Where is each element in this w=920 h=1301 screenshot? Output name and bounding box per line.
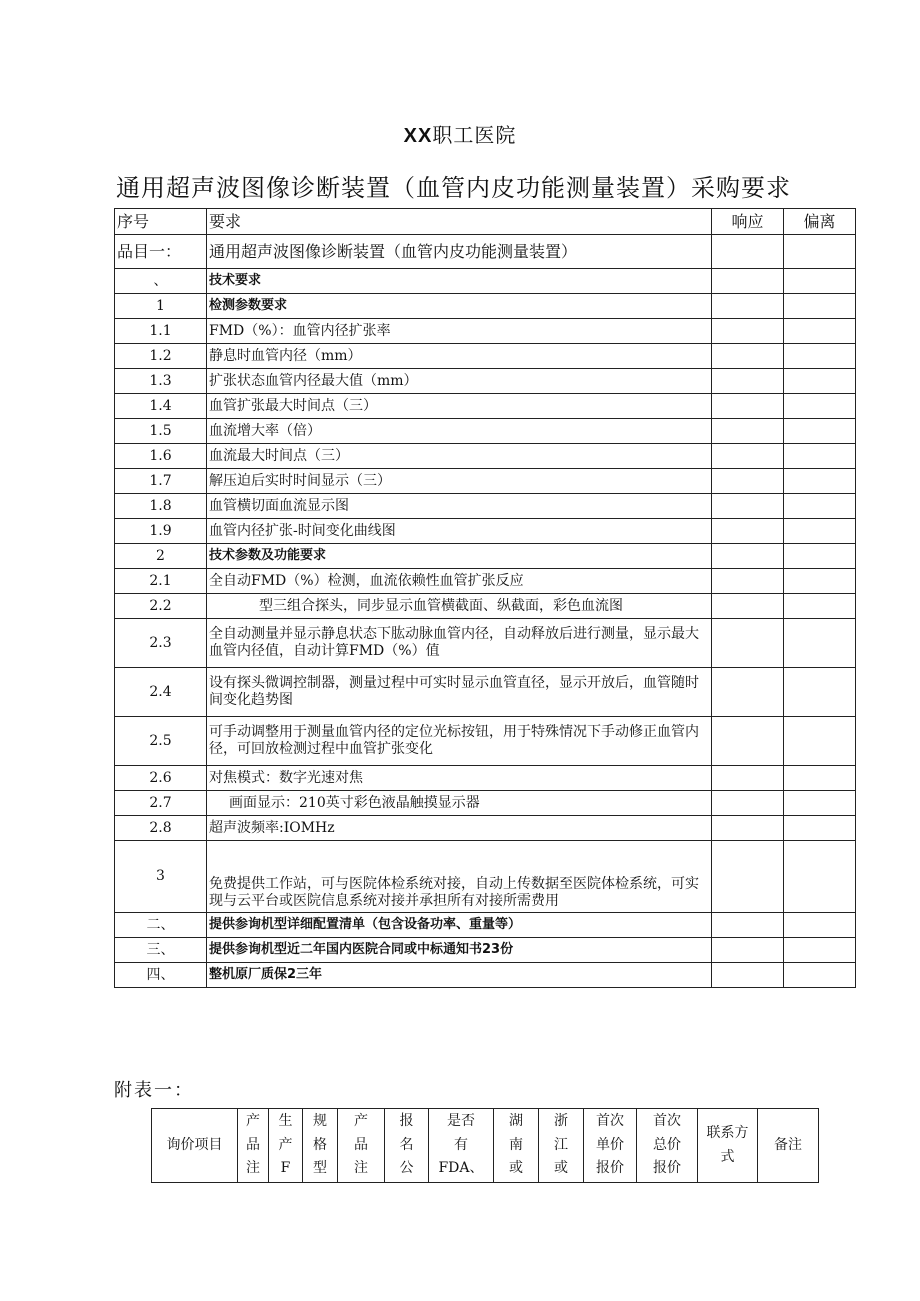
response-cell (712, 594, 784, 619)
row-number: 1.8 (115, 494, 207, 519)
row-number: 2.8 (115, 816, 207, 841)
inquiry-header-line: 品 (246, 1136, 260, 1153)
row-requirement: 血流增大率（倍） (207, 419, 712, 444)
response-cell (712, 816, 784, 841)
table-row (115, 419, 856, 444)
table-row (115, 841, 856, 913)
table-row (115, 569, 856, 594)
deviation-cell (784, 294, 856, 319)
row-number: 2.1 (115, 569, 207, 594)
table-row (115, 544, 856, 569)
response-cell (712, 963, 784, 988)
row-requirement: 全自动测量并显示静息状态下肱动脉血管内径，自动释放后进行测量，显示最大血管内径值，自动计算FMD（%）值 (207, 619, 712, 668)
response-cell (712, 294, 784, 319)
inquiry-column-header (637, 1109, 698, 1183)
inquiry-column-header (698, 1109, 758, 1183)
row-number: 1.3 (115, 369, 207, 394)
inquiry-header-line: 品 (354, 1136, 368, 1153)
row-requirement: 解压迫后实时时间显示（三） (207, 469, 712, 494)
row-requirement: 血管横切面血流显示图 (207, 494, 712, 519)
table-row (115, 791, 856, 816)
deviation-cell (784, 766, 856, 791)
row-number: 三、 (115, 938, 207, 963)
response-cell (712, 469, 784, 494)
inquiry-column-header (338, 1109, 385, 1183)
inquiry-column-header (494, 1109, 539, 1183)
table-row (115, 319, 856, 344)
inquiry-column-header (269, 1109, 303, 1183)
inquiry-header-line: 名 (399, 1136, 414, 1153)
row-requirement: FMD（%）：血管内径扩张率 (207, 319, 712, 344)
row-requirement: 全自动FMD（%）检测，血流依赖性血管扩张反应 (207, 569, 712, 594)
deviation-cell (784, 668, 856, 717)
deviation-cell (784, 519, 856, 544)
row-requirement: 静息时血管内径（mm） (207, 344, 712, 369)
inquiry-header-line: 型 (313, 1160, 327, 1177)
response-cell (712, 394, 784, 419)
hospital-title (0, 119, 920, 148)
deviation-cell (784, 494, 856, 519)
row-requirement: 对焦模式：数字光速对焦 (207, 766, 712, 791)
inquiry-header-line: 注 (354, 1160, 368, 1177)
response-cell (712, 344, 784, 369)
inquiry-header-row (152, 1109, 819, 1183)
inquiry-header-line: 报价 (653, 1160, 681, 1177)
row-number: 1.2 (115, 344, 207, 369)
document-title: 通用超声波图像诊断装置（血管内皮功能测量装置）采购要求 (116, 174, 791, 202)
table-row (115, 494, 856, 519)
deviation-cell (784, 235, 856, 269)
inquiry-header-line: 是否 (447, 1112, 475, 1129)
row-number: 3 (115, 841, 207, 913)
row-requirement: 检测参数要求 (207, 294, 712, 319)
row-number: 1.7 (115, 469, 207, 494)
header-response: 响应 (712, 209, 784, 235)
inquiry-column-header (539, 1109, 584, 1183)
response-cell (712, 444, 784, 469)
row-number: 1.9 (115, 519, 207, 544)
response-cell (712, 519, 784, 544)
row-number: 1.5 (115, 419, 207, 444)
item-label: 品目一： (115, 235, 207, 269)
row-requirement: 提供参询机型详细配置清单（包含设备功率、重量等） (207, 913, 712, 938)
inquiry-header-line: 式 (720, 1148, 735, 1165)
table-row (115, 963, 856, 988)
deviation-cell (784, 569, 856, 594)
table-row (115, 717, 856, 766)
table-row (115, 519, 856, 544)
inquiry-header-line: 备注 (774, 1136, 802, 1153)
row-requirement: 血管内径扩张-时间变化曲线图 (207, 519, 712, 544)
item-row (115, 235, 856, 269)
item-name: 通用超声波图像诊断装置（血管内皮功能测量装置） (207, 235, 712, 269)
inquiry-header-line: 生 (278, 1112, 293, 1129)
response-cell (712, 913, 784, 938)
table-row (115, 816, 856, 841)
inquiry-header-line: 首次 (596, 1112, 624, 1129)
inquiry-header-line: 规 (313, 1112, 327, 1129)
response-cell (712, 717, 784, 766)
inquiry-header-line: 总价 (653, 1136, 681, 1153)
response-cell (712, 668, 784, 717)
row-requirement: 技术要求 (207, 269, 712, 294)
inquiry-header-line: 公 (399, 1160, 414, 1177)
deviation-cell (784, 369, 856, 394)
row-requirement: 超声波频率:IOMHz (207, 816, 712, 841)
response-cell (712, 544, 784, 569)
inquiry-header-line: 注 (246, 1160, 260, 1177)
row-number: 四、 (115, 963, 207, 988)
inquiry-table (151, 1108, 819, 1183)
inquiry-header-line: 或 (509, 1160, 523, 1177)
row-number: 、 (115, 269, 207, 294)
response-cell (712, 235, 784, 269)
table-row (115, 913, 856, 938)
inquiry-column-header (429, 1109, 494, 1183)
table-header-row (115, 209, 856, 235)
response-cell (712, 619, 784, 668)
inquiry-header-line: 江 (554, 1136, 568, 1153)
inquiry-column-header (152, 1109, 238, 1183)
inquiry-header-line: FDA、 (438, 1160, 484, 1177)
row-requirement: 血管扩张最大时间点（三） (207, 394, 712, 419)
table-row (115, 444, 856, 469)
row-number: 二、 (115, 913, 207, 938)
table-row (115, 344, 856, 369)
row-number: 1 (115, 294, 207, 319)
row-number: 2.3 (115, 619, 207, 668)
hospital-prefix: XX (403, 125, 433, 147)
row-number: 2 (115, 544, 207, 569)
inquiry-header-line: 首次 (653, 1112, 681, 1129)
inquiry-header-line: 有 (454, 1136, 468, 1153)
row-number: 2.4 (115, 668, 207, 717)
inquiry-header-line: 或 (554, 1160, 568, 1177)
row-number: 1.1 (115, 319, 207, 344)
deviation-cell (784, 394, 856, 419)
appendix-label: 附表一： (114, 1080, 194, 1101)
requirements-table (114, 208, 856, 988)
hospital-name: 职工医院 (432, 123, 517, 147)
table-row (115, 668, 856, 717)
deviation-cell (784, 841, 856, 913)
response-cell (712, 841, 784, 913)
inquiry-column-header (758, 1109, 819, 1183)
inquiry-header-line: F (280, 1160, 291, 1177)
table-row (115, 394, 856, 419)
deviation-cell (784, 717, 856, 766)
response-cell (712, 938, 784, 963)
inquiry-column-header (584, 1109, 637, 1183)
header-requirement: 要求 (207, 209, 712, 235)
response-cell (712, 369, 784, 394)
header-no: 序号 (115, 209, 207, 235)
inquiry-header-line: 产 (354, 1112, 368, 1129)
inquiry-header-line: 产 (246, 1112, 260, 1129)
row-requirement: 免费提供工作站，可与医院体检系统对接，自动上传数据至医院体检系统，可实现与云平台或医院信息系统对接并承担所有对接所需费用 (207, 841, 712, 913)
inquiry-column-header (385, 1109, 429, 1183)
response-cell (712, 419, 784, 444)
row-requirement: 扩张状态血管内径最大值（mm） (207, 369, 712, 394)
inquiry-header-line: 询价项目 (166, 1136, 223, 1153)
response-cell (712, 766, 784, 791)
row-requirement: 型三组合探头，同步显示血管横截面、纵截面，彩色血流图 (207, 594, 712, 619)
row-number: 2.5 (115, 717, 207, 766)
deviation-cell (784, 469, 856, 494)
row-number: 1.4 (115, 394, 207, 419)
table-row (115, 766, 856, 791)
deviation-cell (784, 619, 856, 668)
deviation-cell (784, 594, 856, 619)
inquiry-header-line: 联系方 (706, 1124, 749, 1141)
inquiry-header-line: 报价 (596, 1160, 624, 1177)
row-requirement: 画面显示：210英寸彩色液晶触摸显示器 (207, 791, 712, 816)
deviation-cell (784, 913, 856, 938)
row-number: 2.7 (115, 791, 207, 816)
inquiry-header-line: 单价 (596, 1136, 624, 1153)
response-cell (712, 494, 784, 519)
table-row (115, 294, 856, 319)
deviation-cell (784, 544, 856, 569)
inquiry-header-line: 格 (313, 1136, 327, 1153)
inquiry-header-line: 南 (509, 1136, 523, 1153)
response-cell (712, 569, 784, 594)
table-row (115, 619, 856, 668)
inquiry-column-header (303, 1109, 338, 1183)
row-requirement: 设有探头微调控制器，测量过程中可实时显示血管直径，显示开放后，血管随时间变化趋势图 (207, 668, 712, 717)
table-row (115, 594, 856, 619)
row-number: 2.2 (115, 594, 207, 619)
header-deviation: 偏离 (784, 209, 856, 235)
inquiry-header-line: 湖 (509, 1112, 523, 1129)
response-cell (712, 791, 784, 816)
row-requirement: 技术参数及功能要求 (207, 544, 712, 569)
deviation-cell (784, 816, 856, 841)
response-cell (712, 319, 784, 344)
table-row (115, 938, 856, 963)
table-row (115, 269, 856, 294)
deviation-cell (784, 319, 856, 344)
row-requirement: 整机原厂质保2三年 (207, 963, 712, 988)
row-requirement: 可手动调整用于测量血管内径的定位光标按钮，用于特殊情况下手动修正血管内径，可回放检测过程中血管扩张变化 (207, 717, 712, 766)
deviation-cell (784, 269, 856, 294)
row-requirement: 血流最大时间点（三） (207, 444, 712, 469)
row-number: 1.6 (115, 444, 207, 469)
deviation-cell (784, 444, 856, 469)
inquiry-header-line: 报 (399, 1112, 414, 1129)
table-row (115, 469, 856, 494)
response-cell (712, 269, 784, 294)
row-requirement: 提供参询机型近二年国内医院合同或中标通知书23份 (207, 938, 712, 963)
table-row (115, 369, 856, 394)
inquiry-header-line: 浙 (554, 1112, 568, 1129)
deviation-cell (784, 963, 856, 988)
inquiry-column-header (238, 1109, 269, 1183)
deviation-cell (784, 791, 856, 816)
row-number: 2.6 (115, 766, 207, 791)
inquiry-header-line: 产 (278, 1136, 293, 1153)
deviation-cell (784, 344, 856, 369)
deviation-cell (784, 938, 856, 963)
deviation-cell (784, 419, 856, 444)
